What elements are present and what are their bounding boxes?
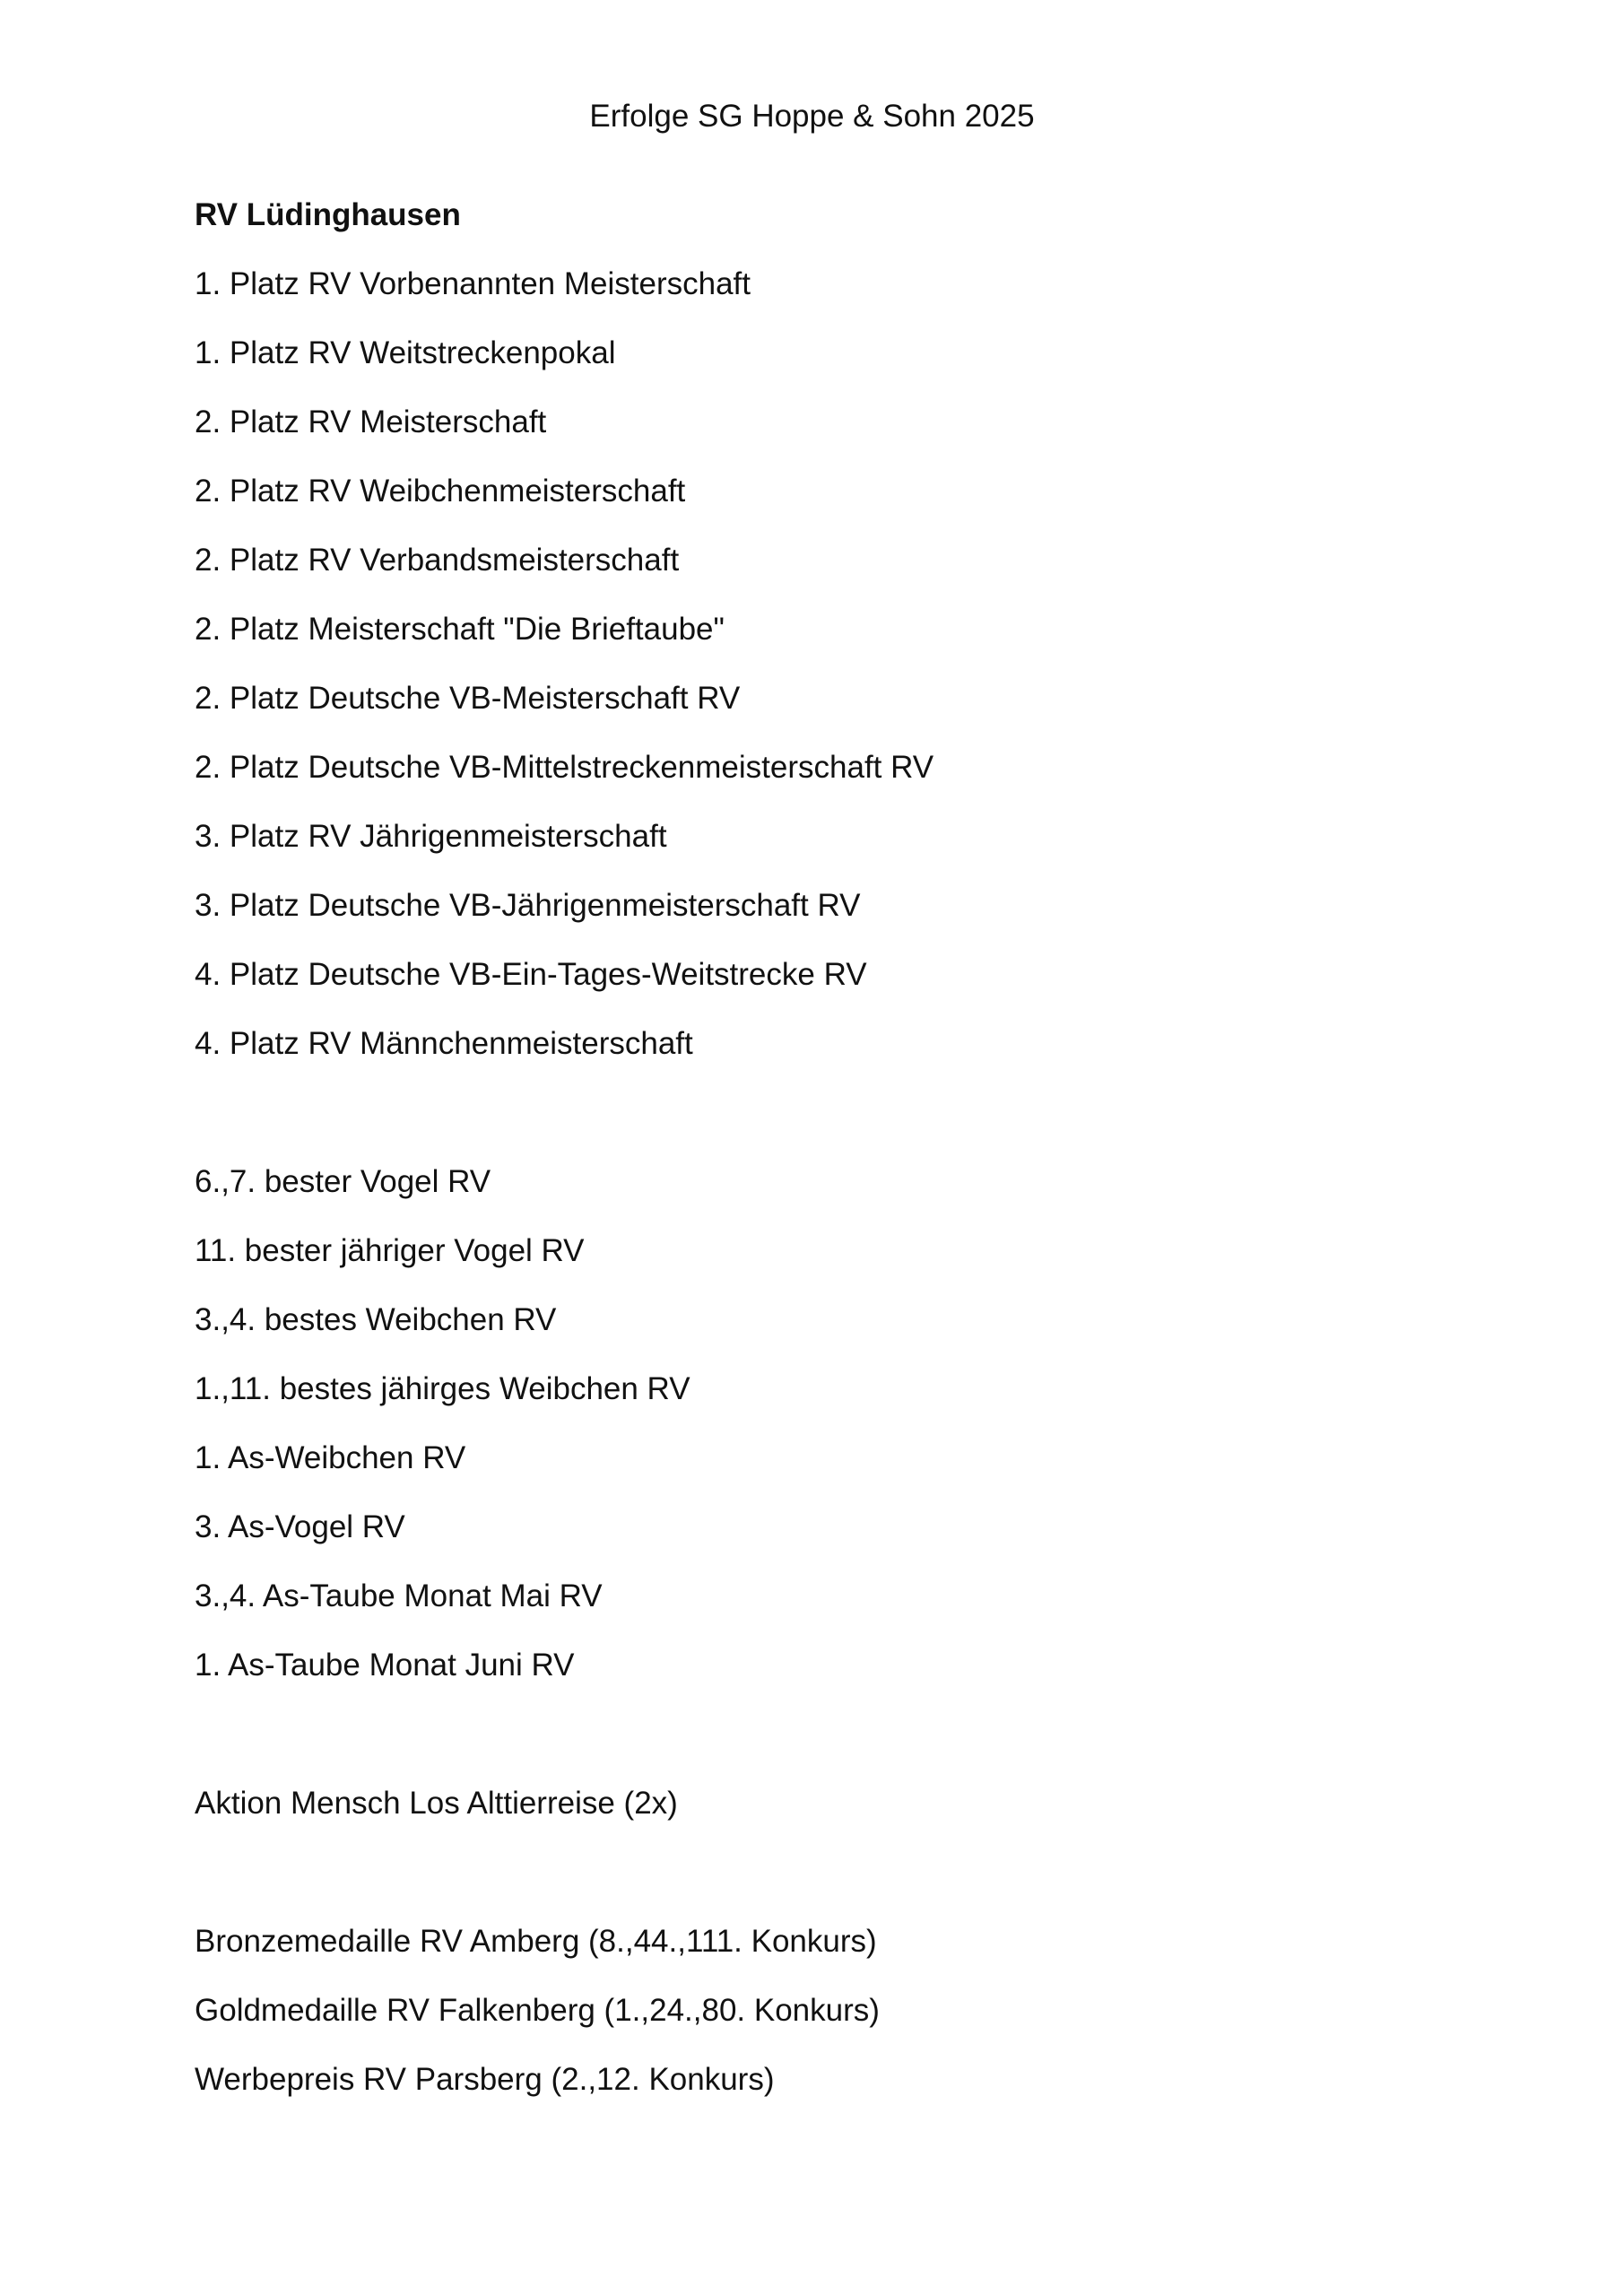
list-item: 11. bester jähriger Vogel RV: [195, 1233, 585, 1268]
list-item: 2. Platz Meisterschaft "Die Brieftaube": [195, 612, 725, 647]
list-item: 1. Platz RV Weitstreckenpokal: [195, 335, 616, 370]
list-item: 3. Platz RV Jährigenmeisterschaft: [195, 819, 667, 854]
list-item: 4. Platz RV Männchenmeisterschaft: [195, 1026, 693, 1061]
list-item: 1. Platz RV Vorbenannten Meisterschaft: [195, 266, 751, 301]
list-item: 2. Platz Deutsche VB-Meisterschaft RV: [195, 681, 741, 716]
blank-line: [195, 1853, 1432, 1922]
section-heading: RV Lüdinghausen: [195, 197, 461, 232]
medals-list: [195, 1922, 1432, 2100]
list-item: 1. As-Weibchen RV: [195, 1440, 466, 1475]
list-item: 3.,4. As-Taube Monat Mai RV: [195, 1578, 603, 1613]
special-awards-list: [195, 1784, 1432, 1823]
list-item: 2. Platz RV Meisterschaft: [195, 404, 547, 439]
list-item: 2. Platz Deutsche VB-Mittelstreckenmeisterschaft RV: [195, 750, 934, 785]
list-item: 2. Platz RV Verbandsmeisterschaft: [195, 543, 680, 578]
list-item: 3. As-Vogel RV: [195, 1509, 405, 1544]
list-item: 1. As-Taube Monat Juni RV: [195, 1648, 575, 1683]
list-item: 3. Platz Deutsche VB-Jährigenmeisterschaft RV: [195, 888, 861, 923]
list-item: 1.,11. bestes jähirges Weibchen RV: [195, 1371, 690, 1406]
document-body: [195, 196, 1432, 2129]
list-item: Bronzemedaille RV Amberg (8.,44.,111. Konkurs): [195, 1924, 877, 1959]
list-item: Aktion Mensch Los Alttierreise (2x): [195, 1786, 678, 1821]
list-item: 2. Platz RV Weibchenmeisterschaft: [195, 474, 686, 509]
list-item: 4. Platz Deutsche VB-Ein-Tages-Weitstrecke RV: [195, 957, 867, 992]
list-item: 3.,4. bestes Weibchen RV: [195, 1302, 557, 1337]
list-item: Goldmedaille RV Falkenberg (1.,24.,80. Konkurs): [195, 1993, 880, 2028]
list-item: 6.,7. bester Vogel RV: [195, 1164, 491, 1199]
list-item: Werbepreis RV Parsberg (2.,12. Konkurs): [195, 2062, 775, 2097]
bird-awards-list: [195, 1162, 1432, 1685]
document-title: Erfolge SG Hoppe & Sohn 2025: [589, 99, 1035, 134]
placements-list: [195, 265, 1432, 1064]
blank-line: [195, 1093, 1432, 1162]
blank-line: [195, 1715, 1432, 1784]
